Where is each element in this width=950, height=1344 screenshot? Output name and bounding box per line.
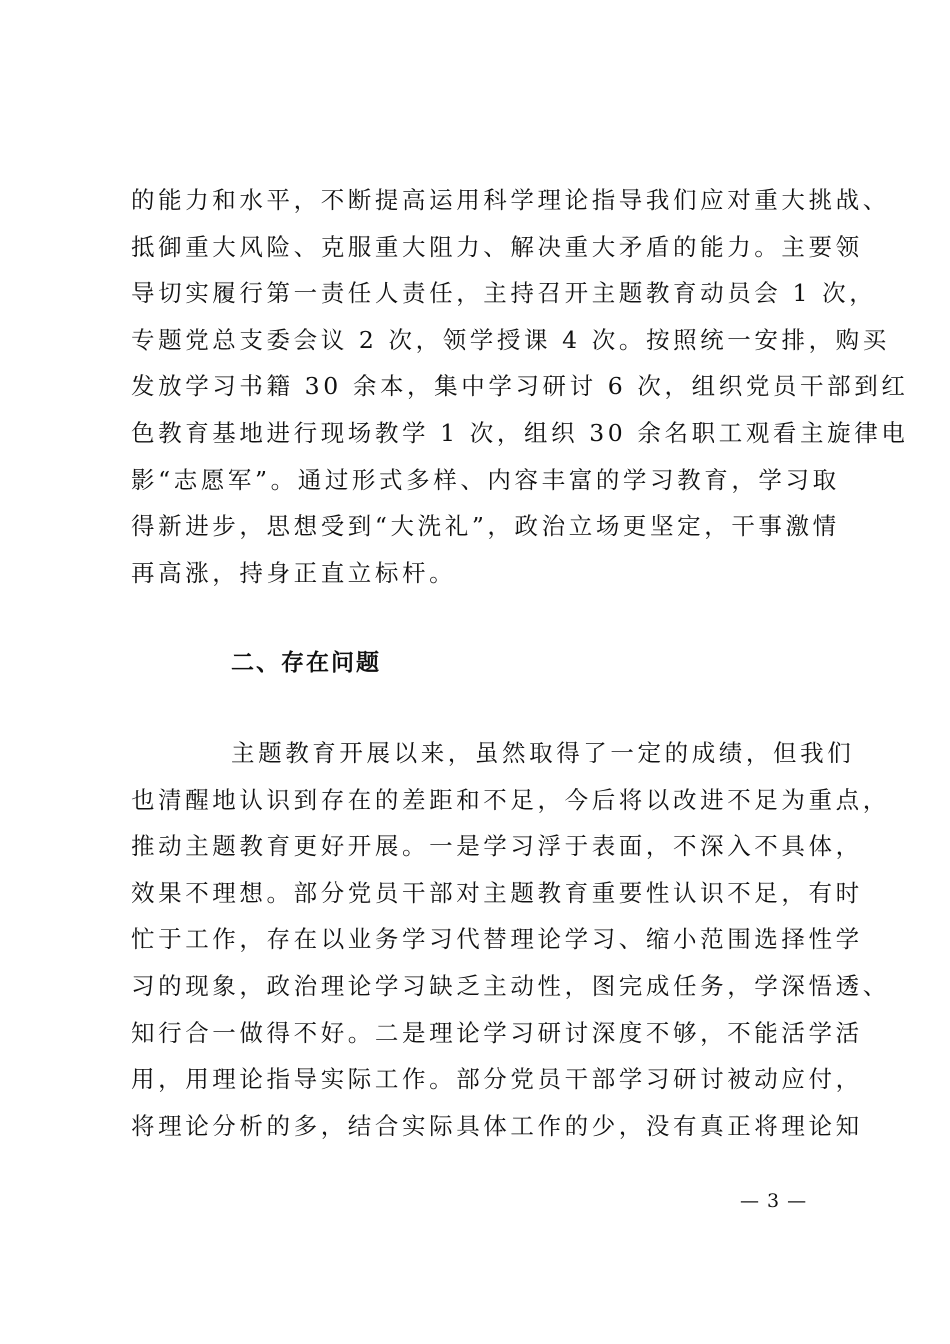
text-line: 主题教育开展以来，虽然取得了一定的成绩，但我们: [231, 739, 855, 767]
text-line: 色教育基地进行现场教学 1 次，组织 30 余名职工观看主旋律电: [131, 418, 909, 447]
text-line: 效果不理想。部分党员干部对主题教育重要性认识不足，有时: [131, 878, 863, 907]
text-line: 习的现象，政治理论学习缺乏主动性，图完成任务，学深悟透、: [131, 971, 890, 1000]
text-line: 导切实履行第一责任人责任，主持召开主题教育动员会 1 次，: [131, 279, 877, 308]
page-number: — 3 —: [740, 1190, 808, 1212]
text-line: 将理论分析的多，结合实际具体工作的少，没有真正将理论知: [131, 1111, 863, 1140]
text-line: 再高涨，持身正直立标杆。: [131, 558, 457, 587]
text-line: 知行合一做得不好。二是理论学习研讨深度不够，不能活学活: [131, 1018, 863, 1047]
text-line: 专题党总支委会议 2 次，领学授课 4 次。按照统一安排，购买: [131, 325, 890, 354]
body-paragraph-problems: [131, 730, 890, 1149]
body-paragraph-achievements: [131, 177, 909, 596]
text-line: 影“志愿军”。通过形式多样、内容丰富的学习教育，学习取: [131, 465, 840, 494]
text-line: 推动主题教育更好开展。一是学习浮于表面，不深入不具体，: [131, 832, 863, 861]
section-heading: 二、存在问题: [231, 650, 381, 676]
text-line: 发放学习书籍 30 余本，集中学习研讨 6 次，组织党员干部到红: [131, 372, 909, 401]
text-line: 忙于工作，存在以业务学习代替理论学习、缩小范围选择性学: [131, 925, 863, 954]
text-line: 也清醒地认识到存在的差距和不足，今后将以改进不足为重点，: [131, 785, 890, 814]
text-line: 抵御重大风险、克服重大阻力、解决重大矛盾的能力。主要领: [131, 232, 863, 261]
text-line: 用，用理论指导实际工作。部分党员干部学习研讨被动应付，: [131, 1065, 863, 1094]
text-line: 的能力和水平，不断提高运用科学理论指导我们应对重大挑战、: [131, 186, 890, 214]
text-line: 得新进步，思想受到“大洗礼”，政治立场更坚定，干事激情: [131, 512, 840, 541]
